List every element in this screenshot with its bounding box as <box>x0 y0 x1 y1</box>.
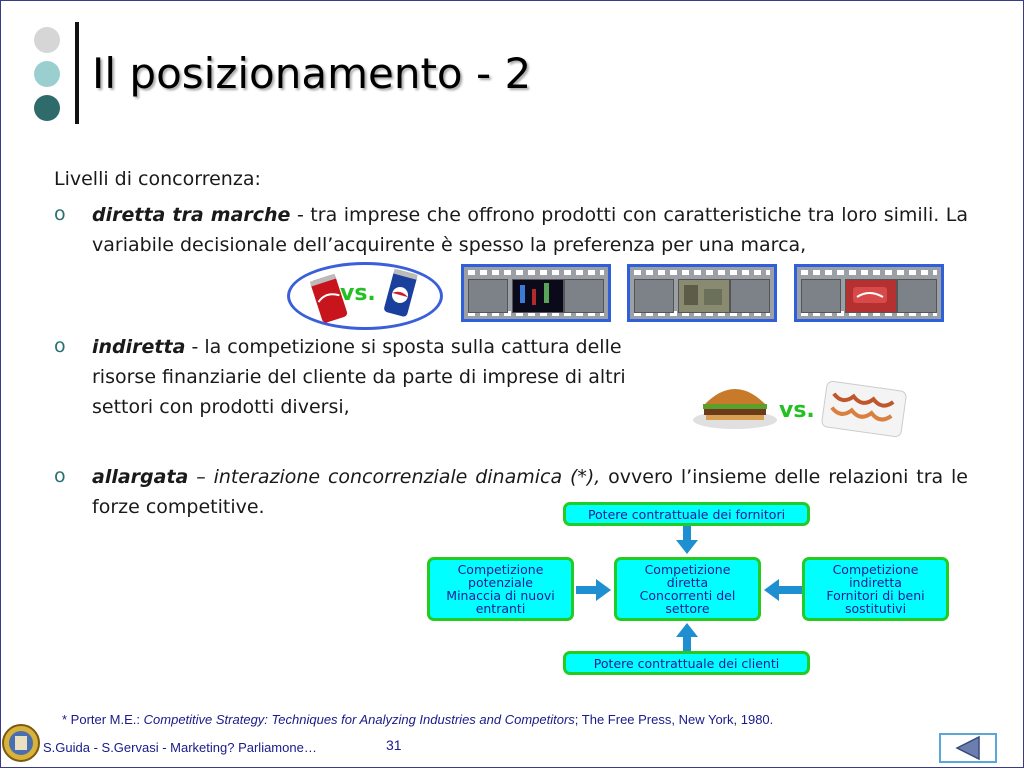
arrow-right <box>576 586 598 594</box>
back-nav-button[interactable] <box>939 733 997 763</box>
bullet-term: indiretta <box>92 336 186 358</box>
diagram-label: Concorrenti del <box>639 588 736 603</box>
film-thumbnail <box>845 279 895 311</box>
diagram-label: Competizione <box>832 562 919 577</box>
diagram-label: entranti <box>475 601 526 616</box>
bullet-text: - tra imprese che offrono prodotti con caratteristiche tra loro simili. La variabile decisionale dell’acquirente è spesso la preferenza per una marca, <box>92 204 968 256</box>
diagram-box-indirect <box>802 557 949 621</box>
bullet-dash: – <box>188 466 214 488</box>
diagram-box-suppliers <box>563 502 810 526</box>
diagram-label: settore <box>665 601 710 616</box>
diagram-box-potential <box>427 557 574 621</box>
back-arrow-icon <box>941 735 995 761</box>
bullet-marker: o <box>54 335 66 357</box>
bullet-broad <box>92 462 968 522</box>
film-strip-3 <box>794 264 944 322</box>
decor-dot-teal-dark <box>34 95 60 121</box>
arrow-up <box>683 636 691 652</box>
diagram-label: Minaccia di nuovi <box>446 588 555 603</box>
brands-comparison-ellipse <box>287 262 443 330</box>
footnote-prefix: * Porter M.E.: <box>62 712 144 727</box>
film-thumbnail <box>678 279 728 311</box>
title-divider <box>75 22 79 124</box>
footnote <box>62 712 773 727</box>
diagram-label: indiretta <box>849 575 902 590</box>
diagram-label: Potere contrattuale dei clienti <box>593 655 780 671</box>
bullet-marker: o <box>54 203 66 225</box>
intro-text: Livelli di concorrenza: <box>54 168 261 190</box>
diagram-label: Competizione <box>457 562 544 577</box>
bullet-italic: interazione concorrenziale dinamica (*), <box>213 466 601 488</box>
diagram-box-direct <box>614 557 761 621</box>
diagram-label: sostitutivi <box>844 601 907 616</box>
arrowhead-left-icon <box>764 579 779 601</box>
diagram-label: Potere contrattuale dei fornitori <box>587 506 786 522</box>
bullet-term: allargata <box>92 466 189 488</box>
vs-label: vs. <box>340 281 376 306</box>
bullet-term: diretta tra marche <box>92 204 291 226</box>
vs-label-food: vs. <box>779 398 815 423</box>
film-strip-1 <box>461 264 611 322</box>
decor-dot-teal-light <box>34 61 60 87</box>
diagram-label: potenziale <box>468 575 533 590</box>
diagram-label: Fornitori di beni <box>826 588 925 603</box>
pasta-tray-icon <box>818 378 910 440</box>
bullet-text: - la competizione si sposta sulla cattura delle risorse finanziarie del cliente da parte di imprese di altri settori con prodotti diversi, <box>92 336 626 418</box>
page-number: 31 <box>386 737 402 753</box>
footer-credits: S.Guida - S.Gervasi - Marketing? Parliamone… <box>43 740 317 755</box>
slide-title: Il posizionamento - 2 <box>92 49 532 98</box>
hamburger-icon <box>690 376 780 432</box>
diagram-label: diretta <box>666 575 709 590</box>
film-thumbnail <box>512 279 562 311</box>
arrow-left <box>778 586 802 594</box>
arrowhead-right-icon <box>596 579 611 601</box>
bullet-marker: o <box>54 465 66 487</box>
university-seal-icon <box>2 722 40 764</box>
decor-dot-grey <box>34 27 60 53</box>
arrowhead-down-icon <box>676 540 698 554</box>
bullet-direct <box>92 200 968 260</box>
diagram-label: Competizione <box>644 562 731 577</box>
footnote-work: Competitive Strategy: Techniques for Analyzing Industries and Competitors <box>143 712 575 727</box>
arrowhead-up-icon <box>676 623 698 637</box>
bullet-text: ovvero l’insieme delle relazioni tra le forze competitive. <box>92 466 968 518</box>
footnote-suffix: ; The Free Press, New York, 1980. <box>574 712 774 727</box>
diagram-box-customers <box>563 651 810 675</box>
film-strip-2 <box>627 264 777 322</box>
bullet-indirect <box>92 332 652 422</box>
